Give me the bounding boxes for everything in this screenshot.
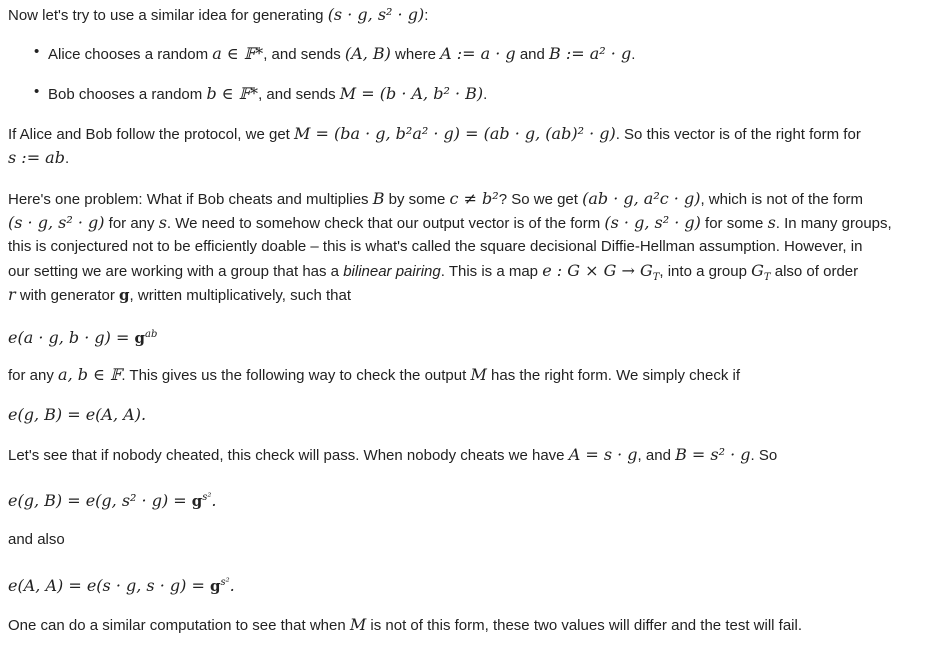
- list-item-alice: Alice chooses a random a ∈ 𝔽*, and sends (A, B) where A := a · g and B := a² · g.: [48, 44, 636, 63]
- list-item-bob: Bob chooses a random b ∈ 𝔽*, and sends M = (b · A, b² · B).: [48, 84, 488, 103]
- paragraph-problem-line2: (s · g, s² · g) for any s. We need to somehow check that our output vector is of the form (s · g, s² · g) for some s. In many groups,: [8, 213, 892, 232]
- paragraph-conclusion: One can do a similar computation to see that when M is not of this form, these two values will differ and the test will fail.: [8, 615, 802, 634]
- paragraph-nobody-cheated: Let's see that if nobody cheated, this check will pass. When nobody cheats we have A = s · g, and B = s² · g. So: [8, 445, 778, 464]
- equation-check: e(g, B) = e(A, A).: [8, 405, 147, 424]
- intro-paragraph: Now let's try to use a similar idea for generating (s · g, s² · g):: [8, 5, 429, 24]
- equation-left: e(g, B) = e(g, $s^2 \cdot g) = g^{s^2}$.: [8, 491, 217, 510]
- bullet-dot: •: [34, 83, 40, 100]
- math-pair: (s · g, s² · g): [327, 5, 425, 24]
- paragraph-problem-line5: r with generator g, written multiplicatively, such that: [8, 285, 352, 304]
- paragraph-protocol: If Alice and Bob follow the protocol, we get M = (ba · g, b²a² · g) = (ab · g, (ab)² · g). So this vector is of the right form for: [8, 124, 861, 143]
- paragraph-check: for any a, b ∈ 𝔽. This gives us the following way to check the output M has the right form. We simply check if: [8, 365, 740, 384]
- equation-pairing: e(a · g, $b \cdot g) = g^{ab}$: [8, 328, 158, 347]
- paragraph-problem-line3: this is conjectured not to be efficiently doable – this is what's called the square decisional Diffie-Hellman assumption. However, in: [8, 238, 863, 255]
- bilinear-pairing-term: bilinear pairing: [343, 263, 441, 280]
- paragraph-and-also: and also: [8, 531, 65, 548]
- equation-right: e(A, A) = e(s · g, $s \cdot g) = g^{s^2}$.: [8, 576, 235, 595]
- paragraph-protocol-cont: s := ab.: [8, 148, 70, 167]
- paragraph-problem-line4: our setting we are working with a group that has a bilinear pairing. This is a map e : $G \times G \to G_T$, into a group $G_T$ also of order: [8, 261, 859, 283]
- bullet-dot: •: [34, 43, 40, 60]
- paragraph-problem-line1: Here's one problem: What if Bob cheats and multiplies B by some c ≠ b²? So we get (ab · g, a²c · g), which is not of the form: [8, 189, 864, 208]
